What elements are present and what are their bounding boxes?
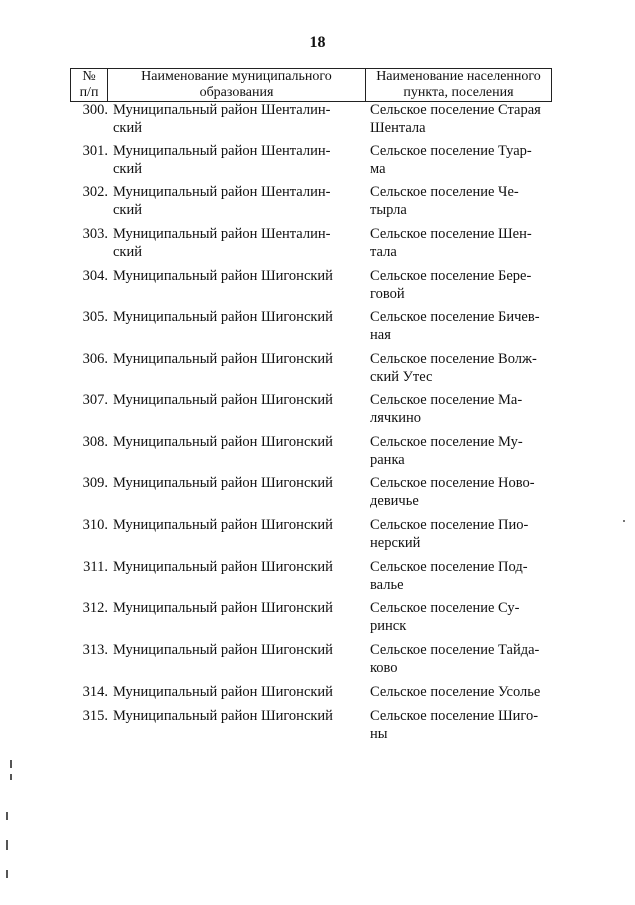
settlement-cell [368,102,555,137]
municipality-line: Муниципальный район Шигонский [113,642,333,658]
settlement-line: Сельское поселение Тайда- [370,642,540,658]
settlement-line: лячкино [370,409,422,426]
municipality-line: Муниципальный район Шигонский [113,559,333,575]
row-number: 308. [82,434,108,450]
settlement-cell [368,184,555,219]
settlements-table [70,68,552,742]
row-number: 315. [82,708,108,724]
row-number: 311. [83,559,108,575]
row-number: 307. [82,392,108,408]
municipality-cell [108,226,368,261]
municipality-cell [108,351,368,386]
settlement-line: Сельское поселение Че- [370,184,519,200]
settlement-line: ранка [370,451,405,468]
municipality-line: Муниципальный район Шенталин- [113,102,331,118]
table-row [64,226,555,261]
row-number: 313. [82,642,108,658]
table-row [64,102,555,137]
settlement-line: Сельское поселение Волж- [370,351,537,367]
header-settlement [366,69,551,101]
settlement-line: Сельское поселение Му- [370,434,523,450]
municipality-line: ский [113,160,142,177]
row-number: 306. [82,351,108,367]
table-row [64,708,555,743]
municipality-line: Муниципальный район Шигонский [113,684,333,700]
table-row [64,351,555,386]
header-number-line: п/п [79,85,99,100]
table-row [64,517,555,552]
table-row [64,184,555,219]
settlement-line: Сельское поселение Бере- [370,268,532,284]
table-row [64,309,555,344]
row-number: 302. [82,184,108,200]
table-row [64,642,555,677]
municipality-cell [108,684,368,702]
settlement-line: Сельское поселение Ново- [370,475,535,491]
municipality-cell [108,309,368,344]
header-municipality [108,69,366,101]
scan-margin-marks [2,760,16,900]
municipality-line: ский [113,243,142,260]
settlement-line: ны [370,725,388,742]
header-settlement-line: Наименование населенного [376,69,541,84]
municipality-cell [108,434,368,469]
settlement-line: Сельское поселение Старая [370,102,541,118]
municipality-line: ский [113,201,142,218]
municipality-line: Муниципальный район Шигонский [113,517,333,533]
settlement-line: ский Утес [370,368,433,385]
settlement-cell [368,684,555,702]
municipality-line: Муниципальный район Шенталин- [113,226,331,242]
settlement-line: Сельское поселение Туар- [370,143,532,159]
settlement-line: ринск [370,617,407,634]
page-number: 18 [309,34,326,51]
table-row [64,434,555,469]
settlement-cell [368,600,555,635]
row-number: 310. [82,517,108,533]
table-row [64,392,555,427]
header-settlement-line: пункта, поселения [403,85,514,100]
municipality-line: Муниципальный район Шигонский [113,434,333,450]
settlement-line: Шентала [370,119,426,136]
settlement-cell [368,309,555,344]
row-number: 314. [82,684,108,700]
settlement-cell [368,642,555,677]
row-number: 300. [82,102,108,118]
municipality-cell [108,268,368,303]
municipality-line: Муниципальный район Шенталин- [113,184,331,200]
municipality-cell [108,143,368,178]
settlement-line: тала [370,243,397,260]
row-number: 301. [82,143,108,159]
municipality-cell [108,102,368,137]
table-row [64,475,555,510]
settlement-line: тырла [370,201,407,218]
settlement-line: Сельское поселение Шиго- [370,708,539,724]
municipality-line: Муниципальный район Шенталин- [113,143,331,159]
municipality-line: Муниципальный район Шигонский [113,351,333,367]
settlement-cell [368,708,555,743]
municipality-cell [108,184,368,219]
municipality-line: ский [113,119,142,136]
settlement-cell [368,475,555,510]
settlement-line: Сельское поселение Ма- [370,392,523,408]
settlement-cell [368,559,555,594]
municipality-line: Муниципальный район Шигонский [113,600,333,616]
table-row [64,559,555,594]
settlement-line: Сельское поселение Под- [370,559,528,575]
municipality-line: Муниципальный район Шигонский [113,309,333,325]
municipality-cell [108,708,368,743]
settlement-line: ная [370,326,391,343]
header-number [71,69,108,101]
row-number: 305. [82,309,108,325]
row-number: 312. [82,600,108,616]
table-row [64,143,555,178]
header-number-line: № [82,69,96,84]
municipality-cell [108,642,368,677]
settlement-line: валье [370,576,404,593]
municipality-line: Муниципальный район Шигонский [113,268,333,284]
settlement-cell [368,268,555,303]
settlement-line: Сельское поселение Бичев- [370,309,540,325]
header-municipality-line: Наименование муниципального [141,69,332,84]
row-number: 304. [82,268,108,284]
header-municipality-line: образования [199,85,274,100]
municipality-cell [108,600,368,635]
table-header [70,68,552,102]
municipality-line: Муниципальный район Шигонский [113,392,333,408]
settlement-line: ма [370,160,386,177]
settlement-line: ково [370,659,398,676]
municipality-cell [108,392,368,427]
settlement-cell [368,351,555,386]
row-number: 309. [82,475,108,491]
table-row [64,268,555,303]
municipality-line: Муниципальный район Шигонский [113,708,333,724]
settlement-line: нерский [370,534,421,551]
settlement-line: Сельское поселение Пио- [370,517,529,533]
scan-speck [623,520,625,522]
settlement-cell [368,517,555,552]
settlement-line: Сельское поселение Су- [370,600,520,616]
settlement-line: девичье [370,492,419,509]
table-row [64,600,555,635]
settlement-line: Сельское поселение Усолье [370,684,541,700]
settlement-line: говой [370,285,405,302]
municipality-line: Муниципальный район Шигонский [113,475,333,491]
municipality-cell [108,559,368,594]
settlement-cell [368,143,555,178]
settlement-cell [368,226,555,261]
settlement-cell [368,434,555,469]
municipality-cell [108,517,368,552]
settlement-cell [368,392,555,427]
row-number: 303. [82,226,108,242]
municipality-cell [108,475,368,510]
table-row [64,684,555,702]
settlement-line: Сельское поселение Шен- [370,226,532,242]
